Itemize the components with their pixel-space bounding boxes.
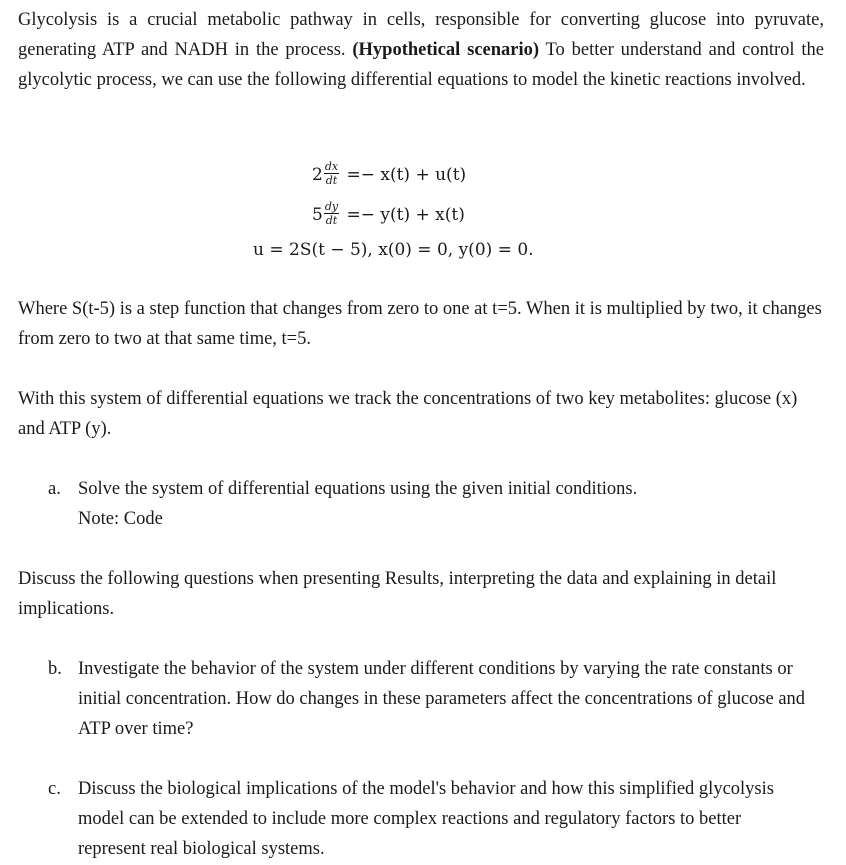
equation-1-rhs: =− x(t) + u(t): [346, 165, 467, 185]
list-item-b: [48, 654, 808, 744]
list-marker-c: c.: [48, 779, 61, 799]
intro-paragraph: [18, 5, 824, 95]
intro-text-1: Glycolysis is a crucial metabolic pathway in cells, responsible for converting glucose into pyruvate, generating ATP and NADH in the process.: [18, 10, 824, 60]
item-c-text: Discuss the biological implications of the model's behavior and how this simplified glycolysis model can be extended to include more complex reactions and regulatory factors to better represent real biological systems.: [78, 779, 774, 859]
equation-2-rhs: =− y(t) + x(t): [346, 205, 465, 225]
list-item-a: [48, 474, 808, 534]
equation-2-derivative: $\frac{dy}{dt}$: [324, 200, 339, 227]
step-function-note: Where S(t-5) is a step function that changes from zero to one at t=5. When it is multiplied by two, it changes from zero to two at that same time, t=5.: [18, 299, 822, 349]
equation-1-coefficient: 2: [312, 165, 323, 185]
discuss-paragraph: Discuss the following questions when presenting Results, interpreting the data and explaining in detail implications.: [18, 569, 777, 619]
equation-2-coefficient: 5: [312, 205, 323, 225]
item-a-note: Note: Code: [78, 509, 163, 529]
list-item-c: [48, 774, 808, 864]
equation-1-derivative: $\frac{dx}{dt}$: [324, 160, 339, 187]
equation-1: [312, 160, 467, 188]
equation-2: [312, 200, 465, 228]
list-marker-a: a.: [48, 479, 61, 499]
equation-3: [253, 239, 534, 261]
item-a-text: Solve the system of differential equations using the given initial conditions.: [78, 479, 638, 499]
item-b-text: Investigate the behavior of the system under different conditions by varying the rate constants or initial concentration. How do changes in these parameters affect the concentrations of glucose and ATP over time?: [78, 659, 806, 739]
list-marker-b: b.: [48, 659, 62, 679]
equation-3-text: u = 2S(t − 5), x(0) = 0, y(0) = 0.: [253, 240, 534, 260]
tracking-paragraph: With this system of differential equations we track the concentrations of two key metabolites: glucose (x) and ATP (y).: [18, 389, 798, 439]
hypothetical-label: (Hypothetical scenario): [352, 40, 540, 60]
intro-text-2: To better understand and control the glycolytic process, we can use the following differential equations to model the kinetic reactions involved.: [18, 40, 824, 90]
